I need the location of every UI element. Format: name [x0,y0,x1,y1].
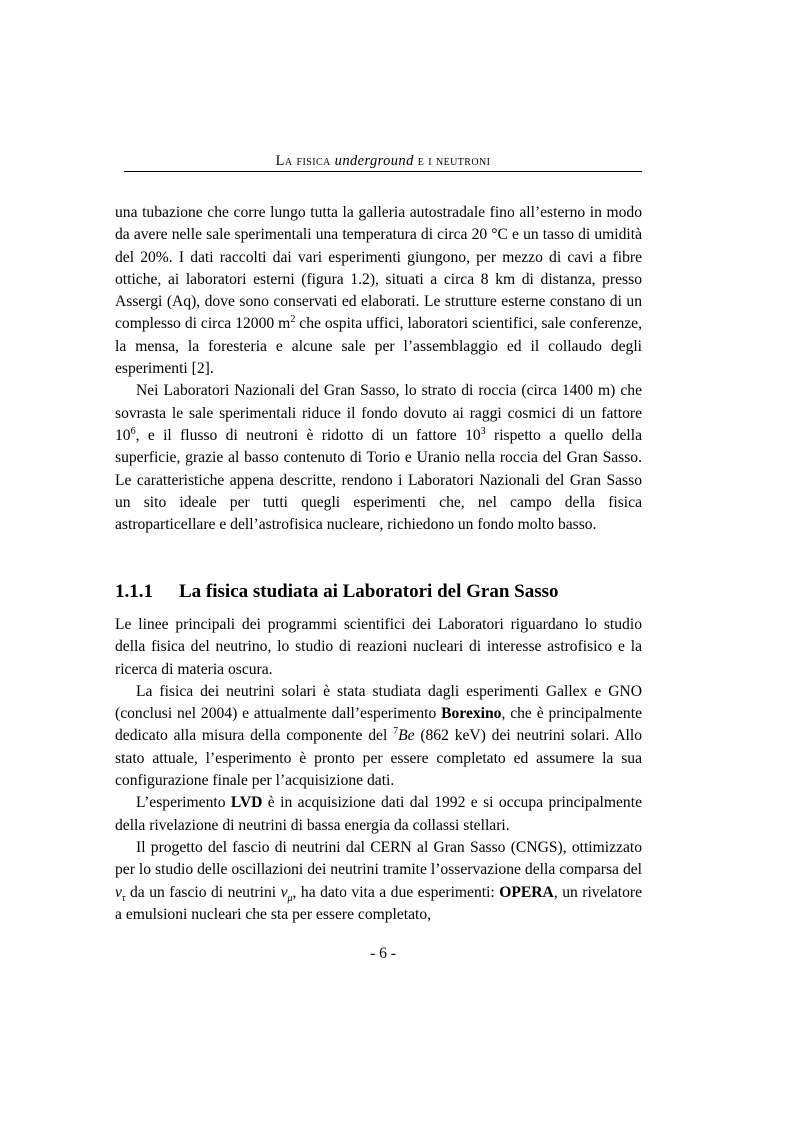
body-text-section [115,614,642,926]
paragraph-2 [115,380,642,536]
section-title: La fisica studiata ai Laboratori del Gran Sasso [179,581,559,602]
header-title-part1: La fisica [275,153,335,169]
section-number: 1.1.1 [115,581,153,602]
p4-text-a: La fisica dei neutrini solari è stata studiata dagli esperimenti Gallex e GNO (conclusi nel 2004) e attualmente dall’esperimento [115,682,642,723]
p6-text-c: , ha dato vita a due esperimenti: [292,883,500,901]
p6-text-a: Il progetto del fascio di neutrini dal CERN al Gran Sasso (CNGS), ottimizzato per lo studio delle oscillazioni dei neutrini tramite l’osservazione della comparsa del [115,838,642,879]
p6-text-b: da un fascio di neutrini [125,883,281,901]
header-title-italic: underground [334,153,414,169]
p5-text-b: è in acquisizione dati dal 1992 e si occupa principalmente della rivelazione di neutrini di bassa energia da collassi stellari. [115,794,642,834]
section-heading [115,580,642,604]
p5-bold-lvd: LVD [230,794,263,812]
p5-text-a: L’esperimento [136,794,231,812]
p2-text-b: , e il flusso di neutroni è ridotto di un fattore 10 [135,426,481,444]
p6-bold-opera: OPERA [499,883,554,901]
paragraph-1 [115,202,642,380]
p4-text-b: , che è principalmente dedicato alla misura della componente del [115,705,642,745]
p6-subscript-tau: τ [121,892,126,904]
p1-text-b: che ospita uffici, laboratori scientifici, sale conferenze, la mensa, la foresteria e alcune sale per l’assemblaggio ed il collaudo degli esperimenti [2]. [115,315,642,378]
paragraph-3: Le linee principali dei programmi scientifici dei Laboratori riguardano lo studio della fisica del neutrino, lo studio di reazioni nucleari di interesse astrofisico e la ricerca di materia oscura. [115,616,642,678]
p2-superscript-1: 6 [130,425,136,437]
p2-text-c: rispetto a quello della superficie, grazie al basso contenuto di Torio e Uranio nella roccia del Gran Sasso. Le caratteristiche appena descritte, rendono i Laboratori Nazionali del Gran Sasso un sito ideale per tutti quegli esperimenti che, nel campo della fisica astroparticellare e dell’astrofisica nucleare, richiedono un fondo molto basso. [115,426,642,534]
p4-italic-be: Be [398,727,415,745]
page-number: - 6 - [370,945,396,962]
p6-text-d: , un rivelatore a emulsioni nucleari che sta per essere completato, [115,883,643,923]
p6-nu-symbol-2: ν [280,883,288,901]
body-text-top [115,202,642,536]
p6-nu-symbol-1: ν [115,883,122,901]
header-rule [124,171,642,172]
paragraph-5 [115,792,642,837]
p4-bold-borexino: Borexino [441,705,502,723]
paragraph-6 [115,837,642,926]
p1-superscript: 2 [290,314,296,326]
p2-superscript-2: 3 [480,425,486,437]
p1-text-a: una tubazione che corre lungo tutta la galleria autostradale fino all’esterno in modo da avere nelle sale sperimentali una temperatura di circa 20 °C e un tasso di umidità del 20%. I dati raccolti dai vari esperimenti giungono, per mezzo di cavi a fibre ottiche, ai laboratori esterni (figura 1.2), situati a circa 8 km di distanza, presso Assergi (Aq), dove sono conservati ed elaborati. Le strutture esterne constano di un complesso di circa 12000 m [115,204,642,333]
running-header [124,152,642,170]
paragraph-4 [115,681,642,792]
p4-superscript: 7 [393,726,399,738]
p2-text-a: Nei Laboratori Nazionali del Gran Sasso, lo strato di roccia (circa 1400 m) che sovrasta le sale sperimentali riduce il fondo dovuto ai raggi cosmici di un fattore 10 [115,382,642,444]
p4-text-c: (862 keV) dei neutrini solari. Allo stato attuale, l’esperimento è pronto per essere completato ed assumere la sua configurazione finale per l’acquisizione dati. [115,727,642,790]
header-title-part2: e i neutroni [413,153,491,169]
p6-subscript-mu: μ [287,892,293,904]
